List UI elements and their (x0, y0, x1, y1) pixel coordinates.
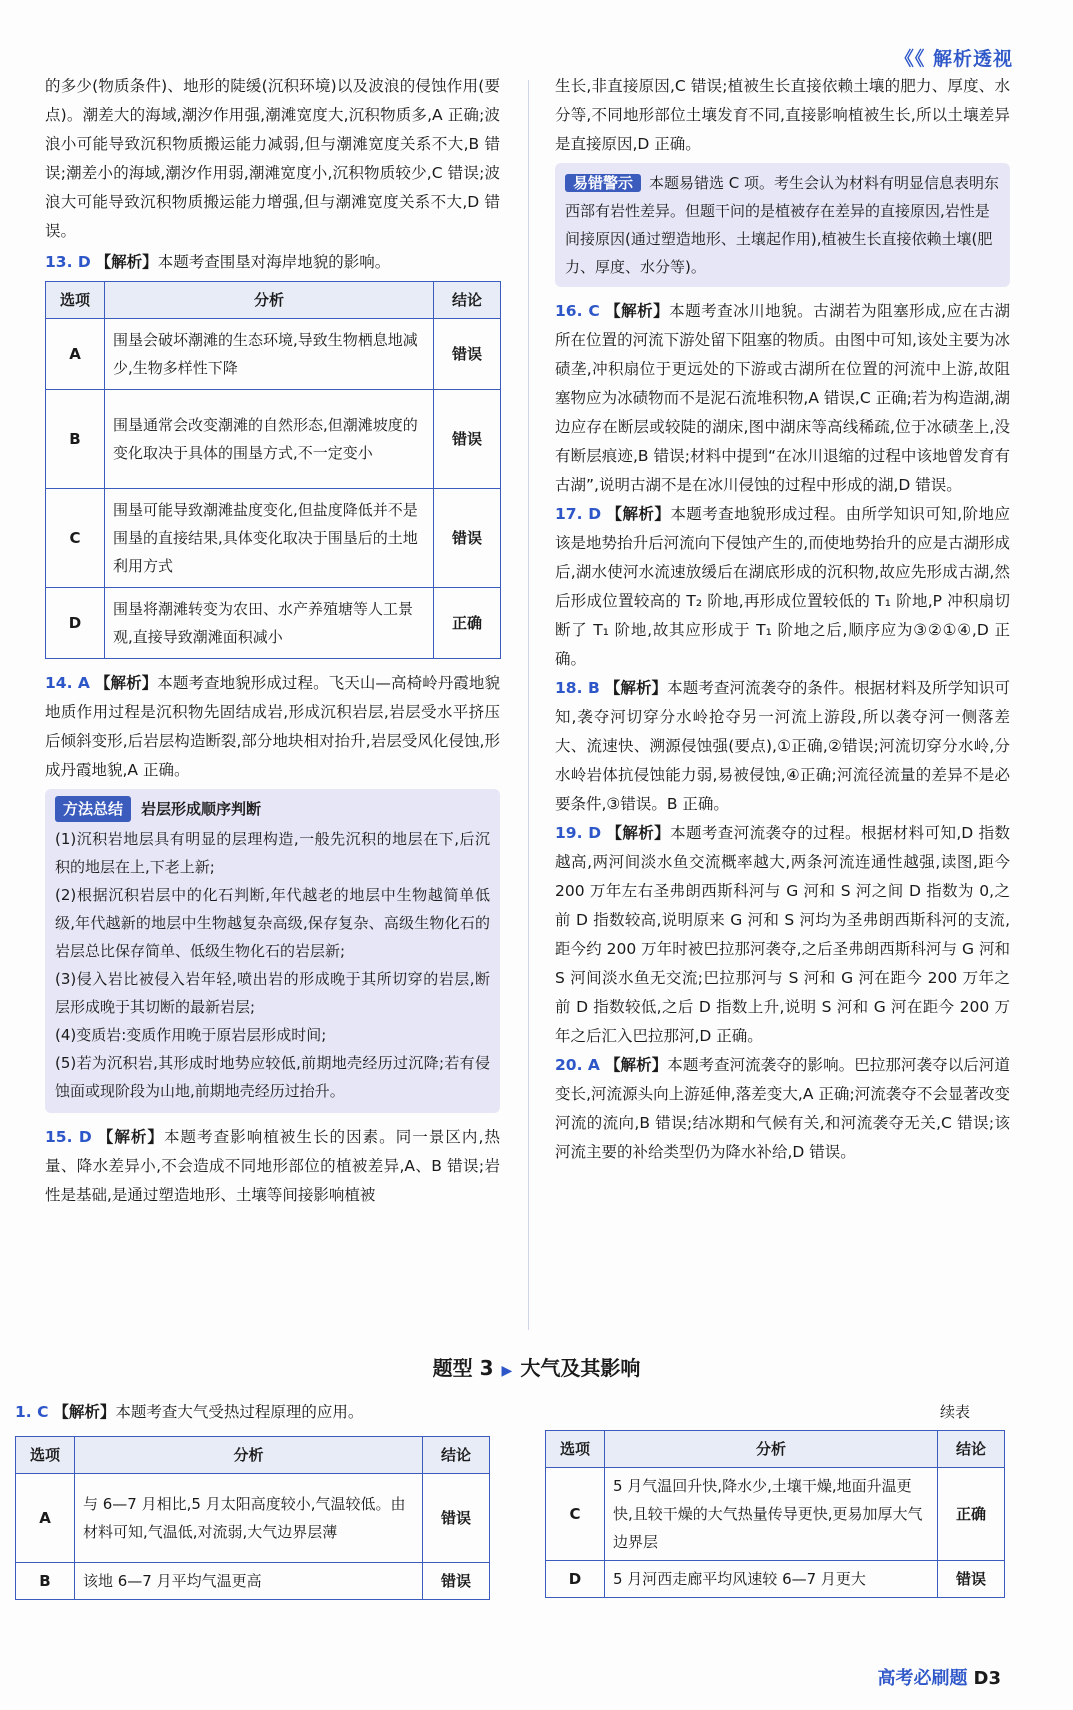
q16-tag: 【解析】 (605, 302, 670, 320)
q17-text: 本题考查地貌形成过程。由所学知识可知,阶地应该是地势抬升后河流向下侵蚀产生的,而使地势抬升的应是古湖形成后,湖水使河水流速放缓后在湖底形成的沉积物,故应先形成古湖,然后形成位置较高的 T₂ 阶地,再形成位置较低的 T₁ 阶地,P 冲积扇切断了 T₁ 阶地,故其应形成于 T₁ 阶地之后,顺序应为③②①④,D 正确。 (555, 505, 1010, 668)
table-cell-result: 正确 (938, 1468, 1005, 1561)
table-q1-part1 (15, 1436, 490, 1600)
q13-text: 本题考查围垦对海岸地貌的影响。 (157, 253, 391, 271)
table-cell-analysis: 5 月河西走廊平均风速较 6—7 月更大 (605, 1561, 938, 1598)
warning-text: 本题易错选 C 项。考生会认为材料有明显信息表明东西部有岩性差异。但题干问的是植被存在差异的直接原因,岩性是间接原因(通过塑造地形、土壤起作用),植被生长直接依赖土壤(肥力、厚度、水分等)。 (565, 174, 1000, 276)
table-header-result: 结论 (423, 1437, 490, 1474)
table-cell-analysis: 围垦通常会改变潮滩的自然形态,但潮滩坡度的变化取决于具体的围垦方式,不一定变小 (105, 390, 434, 489)
q15-tag: 【解析】 (97, 1128, 164, 1146)
table-cell-option: D (46, 588, 105, 659)
q18-paragraph (555, 674, 1010, 819)
footer (878, 1664, 1001, 1690)
intro-paragraph: 的多少(物质条件)、地形的陡缓(沉积环境)以及波浪的侵蚀作用(要点)。潮差大的海域,潮汐作用强,潮滩宽度大,沉积物质多,A 正确;波浪小可能导致沉积物质搬运能力减弱,但与潮滩宽度关系不大,B 错误;潮差小的海域,潮汐作用弱,潮滩宽度小,沉积物质较少,C 错误;波浪大可能导致沉积物质搬运能力增强,但与潮滩宽度关系不大,D 错误。 (45, 77, 500, 240)
table-cell-option: B (46, 390, 105, 489)
table-cell-result: 错误 (434, 390, 501, 489)
continued-label: 续表 (939, 1403, 970, 1421)
table-row (46, 489, 501, 588)
summary-item: (2)根据沉积岩层中的化石判断,年代越老的地层中生物越简单低级,年代越新的地层中生物越复杂高级,保存复杂、高级生物化石的岩层总比保存简单、低级生物化石的岩层新; (55, 886, 490, 960)
section-title-prefix: 题型 3 (432, 1356, 494, 1380)
table-row (46, 319, 501, 390)
table-cell-option: D (546, 1561, 605, 1598)
section-title (0, 1352, 1073, 1381)
q14-paragraph (45, 669, 500, 785)
table-row (16, 1474, 490, 1563)
table-header-option: 选项 (16, 1437, 75, 1474)
q20-tag: 【解析】 (604, 1056, 668, 1074)
table-cell-result: 错误 (423, 1563, 490, 1600)
table-cell-result: 错误 (434, 319, 501, 390)
column-divider (528, 80, 529, 1330)
q13-paragraph (45, 248, 500, 277)
summary-item: (4)变质岩:变质作用晚于原岩层形成时间; (55, 1026, 327, 1044)
q20-paragraph (555, 1051, 1010, 1167)
warning-label: 易错警示 (565, 174, 641, 192)
q20-text: 本题考查河流袭夺的影响。巴拉那河袭夺以后河道变长,河流源头向上游延伸,落差变大,A 正确;河流袭夺不会显著改变河流的流向,B 错误;结冰期和气候有关,和河流袭夺无关,C 错误;该河流主要的补给类型仍为降水补给,D 错误。 (555, 1056, 1010, 1161)
footer-book-title: 高考必刷题 (877, 1668, 968, 1689)
table-cell-analysis: 5 月气温回升快,降水少,土壤干燥,地面升温更快,且较干燥的大气热量传导更快,更易加厚大气边界层 (605, 1468, 938, 1561)
table-cell-option: C (46, 489, 105, 588)
q13-tag: 【解析】 (95, 253, 158, 271)
table-header-option: 选项 (46, 282, 105, 319)
table-cell-option: A (46, 319, 105, 390)
q19-paragraph (555, 819, 1010, 1051)
table-row (546, 1561, 1005, 1598)
q17-paragraph (555, 500, 1010, 674)
right-column (555, 72, 1010, 1167)
bottom-left (15, 1398, 505, 1610)
table-header-analysis: 分析 (75, 1437, 423, 1474)
q14-tag: 【解析】 (94, 674, 158, 692)
q15-number: 15. D (45, 1128, 92, 1146)
table-row (46, 390, 501, 489)
table-row (46, 588, 501, 659)
table-cell-option: B (16, 1563, 75, 1600)
q15-paragraph (45, 1123, 500, 1210)
chevron-right-icon: ▶ (501, 1363, 513, 1379)
q17-number: 17. D (555, 505, 602, 523)
table-cell-option: C (546, 1468, 605, 1561)
summary-header (55, 795, 490, 823)
table-cell-result: 错误 (423, 1474, 490, 1563)
summary-item: (3)侵入岩比被侵入岩年轻,喷出岩的形成晚于其所切穿的岩层,断层形成晚于其切断的最新岩层; (55, 970, 490, 1016)
error-warning-box (555, 163, 1010, 287)
q16-text: 本题考查冰川地貌。古湖若为阻塞形成,应在古湖所在位置的河流下游处留下阻塞的物质。由图中可知,该处主要为冰碛垄,冲积扇位于更远处的下游或古湖所在位置的河流中上游,故阻塞物应为冰碛物而不是泥石流堆积物,A 错误,C 正确;若为构造湖,湖边应存在断层或较陡的湖床,图中湖床等高线稀疏,位于冰碛垄上,没有断层痕迹,B 错误;材料中提到“在冰川退缩的过程中该地曾发育有古湖”,说明古湖不是在冰川侵蚀的过程中形成的湖,D 错误。 (555, 302, 1010, 494)
q15-text: 本题考查影响植被生长的因素。同一景区内,热量、降水差异小,不会造成不同地形部位的植被差异,A、B 错误;岩性是基础,是通过塑造地形、土壤等间接影响植被 (45, 1128, 500, 1204)
q20-number: 20. A (555, 1056, 600, 1074)
method-summary-box (45, 789, 500, 1113)
page-number: D3 (973, 1668, 1001, 1689)
table-header-result: 结论 (434, 282, 501, 319)
section-title-main: 大气及其影响 (520, 1356, 641, 1380)
q1-tag: 【解析】 (53, 1403, 116, 1421)
summary-item: (1)沉积岩地层具有明显的层理构造,一般先沉积的地层在下,后沉积的地层在上,下老上新; (55, 830, 490, 876)
q14-number: 14. A (45, 674, 90, 692)
table-cell-analysis: 围垦将潮滩转变为农田、水产养殖塘等人工景观,直接导致潮滩面积减小 (105, 588, 434, 659)
table-cell-analysis: 围垦会破坏潮滩的生态环境,导致生物栖息地减少,生物多样性下降 (105, 319, 434, 390)
table-row (546, 1468, 1005, 1561)
table-header-result: 结论 (938, 1431, 1005, 1468)
q15-continued: 生长,非直接原因,C 错误;植被生长直接依赖土壤的肥力、厚度、水分等,不同地形部位土壤发育不同,直接影响植被生长,所以土壤差异是直接原因,D 正确。 (555, 77, 1010, 153)
header-brand: 《《 解析透视 (894, 48, 1013, 70)
q18-number: 18. B (555, 679, 600, 697)
table-header-analysis: 分析 (105, 282, 434, 319)
q17-tag: 【解析】 (606, 505, 671, 523)
table-cell-analysis: 与 6—7 月相比,5 月太阳高度较小,气温较低。由材料可知,气温低,对流弱,大气边界层薄 (75, 1474, 423, 1563)
table-cell-result: 错误 (938, 1561, 1005, 1598)
q16-paragraph (555, 297, 1010, 500)
q19-number: 19. D (555, 824, 602, 842)
table-q1-part2 (545, 1430, 1005, 1598)
q18-tag: 【解析】 (604, 679, 668, 697)
table-header-option: 选项 (546, 1431, 605, 1468)
table-cell-result: 正确 (434, 588, 501, 659)
q1-paragraph (15, 1398, 505, 1426)
summary-title: 岩层形成顺序判断 (141, 800, 262, 818)
q1-number: 1. C (15, 1403, 49, 1421)
q13-number: 13. D (45, 253, 91, 271)
q19-text: 本题考查河流袭夺的过程。根据材料可知,D 指数越高,两河间淡水鱼交流概率越大,两条河流连通性越强,读图,距今 200 万年左右圣弗朗西斯科河与 G 河和 S 河之间 D 指数为 0,之前 D 指数较高,说明原来 G 河和 S 河均为圣弗朗西斯科河的支流,距今约 200 万年时被巴拉那河袭夺,之后圣弗朗西斯科河与 G 河和 S 河间淡水鱼无交流;巴拉那河与 S 河和 G 河在距今 200 万年之前 D 指数较低,之后 D 指数上升,说明 S 河和 G 河在距今 200 万年之后汇入巴拉那河,D 正确。 (555, 824, 1010, 1045)
q1-text: 本题考查大气受热过程原理的应用。 (115, 1403, 364, 1421)
summary-label: 方法总结 (55, 796, 131, 822)
table-header-analysis: 分析 (605, 1431, 938, 1468)
table-cell-analysis: 围垦可能导致潮滩盐度变化,但盐度降低并不是围垦的直接结果,具体变化取决于围垦后的土地利用方式 (105, 489, 434, 588)
table-cell-result: 错误 (434, 489, 501, 588)
summary-item: (5)若为沉积岩,其形成时地势应较低,前期地壳经历过沉降;若有侵蚀面或现阶段为山地,前期地壳经历过抬升。 (55, 1054, 490, 1100)
q14-text: 本题考查地貌形成过程。飞天山—高椅岭丹霞地貌地质作用过程是沉积物先固结成岩,形成沉积岩层,岩层受水平挤压后倾斜变形,后岩层构造断裂,部分地块相对抬升,岩层受风化侵蚀,形成丹霞地貌,A 正确。 (45, 674, 500, 779)
q18-text: 本题考查河流袭夺的条件。根据材料及所学知识可知,袭夺河切穿分水岭抢夺另一河流上游段,所以袭夺河一侧落差大、流速快、溯源侵蚀强(要点),①正确,②错误;河流切穿分水岭,分水岭岩体抗侵蚀能力弱,易被侵蚀,④正确;河流径流量的差异不是必要条件,③错误。B 正确。 (555, 679, 1010, 813)
q16-number: 16. C (555, 302, 600, 320)
table-cell-option: A (16, 1474, 75, 1563)
left-column (45, 72, 500, 1210)
table-q13 (45, 281, 501, 659)
bottom-right (545, 1398, 1010, 1608)
table-cell-analysis: 该地 6—7 月平均气温更高 (75, 1563, 423, 1600)
table-row (16, 1563, 490, 1600)
q19-tag: 【解析】 (606, 824, 671, 842)
